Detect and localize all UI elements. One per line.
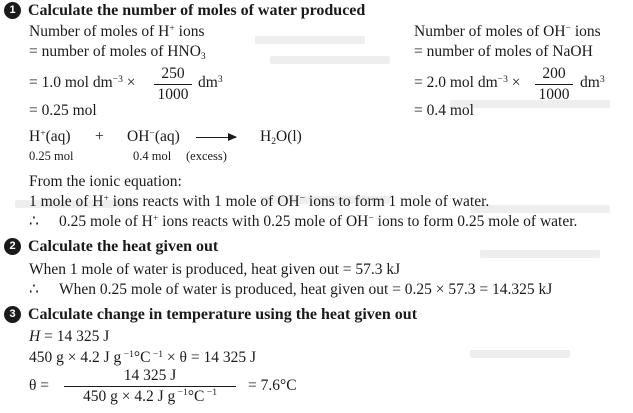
temperature-change-fraction: 14 325 J 450 g × 4.2 J g $^{-1}$°C $^{-1}$ (64, 368, 236, 404)
h-moles-label: 0.25 mol (29, 149, 74, 163)
temperature-change-result: = 7.6°C (248, 377, 297, 394)
oh-moles-label: 0.4 mol (133, 149, 172, 163)
show-through-mark (450, 100, 610, 108)
therefore-symbol: ∴ (29, 281, 39, 298)
step-1-heading: Calculate the number of moles of water produced (28, 2, 366, 19)
hno3-moles-line: = number of moles of $HNO_3$ (29, 43, 206, 63)
step-3-badge: 3 (4, 306, 21, 323)
step-1-badge: 1 (4, 2, 21, 19)
show-through-mark (470, 205, 610, 213)
show-through-mark (270, 56, 390, 64)
step-3-heading: Calculate change in temperature using the heat given out (28, 306, 418, 323)
oh-ions-moles-line: Number of moles of OH− ions (414, 22, 601, 40)
show-through-mark (480, 250, 600, 258)
theta-equals: θ = (29, 377, 50, 394)
oh-ions-result: = 0.4 mol (414, 102, 474, 119)
stoichiometry-line: 1 mole of H+ ions reacts with 1 mole of OH− ions to form 1 mole of water. (29, 192, 490, 210)
heat-given-out-line: When 0.25 mole of water is produced, heat given out = 0.25 × 57.3 = 14.325 kJ (59, 281, 553, 298)
naoh-moles-line: = number of moles of NaOH (414, 43, 593, 60)
h-ions-result: = 0.25 mol (29, 102, 97, 119)
moles-water-conclusion: 0.25 mole of H+ ions reacts with 0.25 mole of OH− ions to form 0.25 mole of water. (59, 212, 578, 230)
heat-per-mole-line: When 1 mole of water is produced, heat given out = 57.3 kJ (29, 261, 401, 278)
ionic-equation-intro: From the ionic equation: (29, 173, 182, 190)
show-through-mark (470, 350, 570, 358)
h-ions-calculation: = 1.0 mol $dm^{-3}$ × (29, 73, 136, 91)
oh-ions-calculation: = 2.0 mol $dm^{-3}$ × (414, 73, 521, 91)
equation-h-ion: H+(aq) (29, 127, 71, 145)
volume-fraction-naoh: 200 1000 (535, 66, 573, 102)
heat-equation-line: 450 g × 4.2 J g $^{-1}$°C $^{-1}$ × θ = 14 325 J (29, 348, 256, 366)
volume-unit: $dm^3$ (198, 73, 223, 91)
h-ions-moles-line: Number of moles of H+ ions (29, 22, 205, 40)
equation-water: $H_2O(l)$ (260, 128, 302, 148)
volume-unit: $dm^3$ (580, 73, 605, 91)
therefore-symbol: ∴ (29, 213, 39, 230)
equation-plus: + (95, 128, 104, 145)
step-2-heading: Calculate the heat given out (28, 238, 219, 255)
volume-fraction-hno3: 250 1000 (154, 66, 192, 102)
excess-label: (excess) (186, 149, 227, 163)
show-through-mark (255, 36, 365, 44)
reaction-arrow (196, 137, 236, 138)
heat-value-line: H = 14 325 J (29, 328, 110, 345)
equation-oh-ion: OH−(aq) (127, 127, 180, 145)
step-2-badge: 2 (4, 238, 21, 255)
